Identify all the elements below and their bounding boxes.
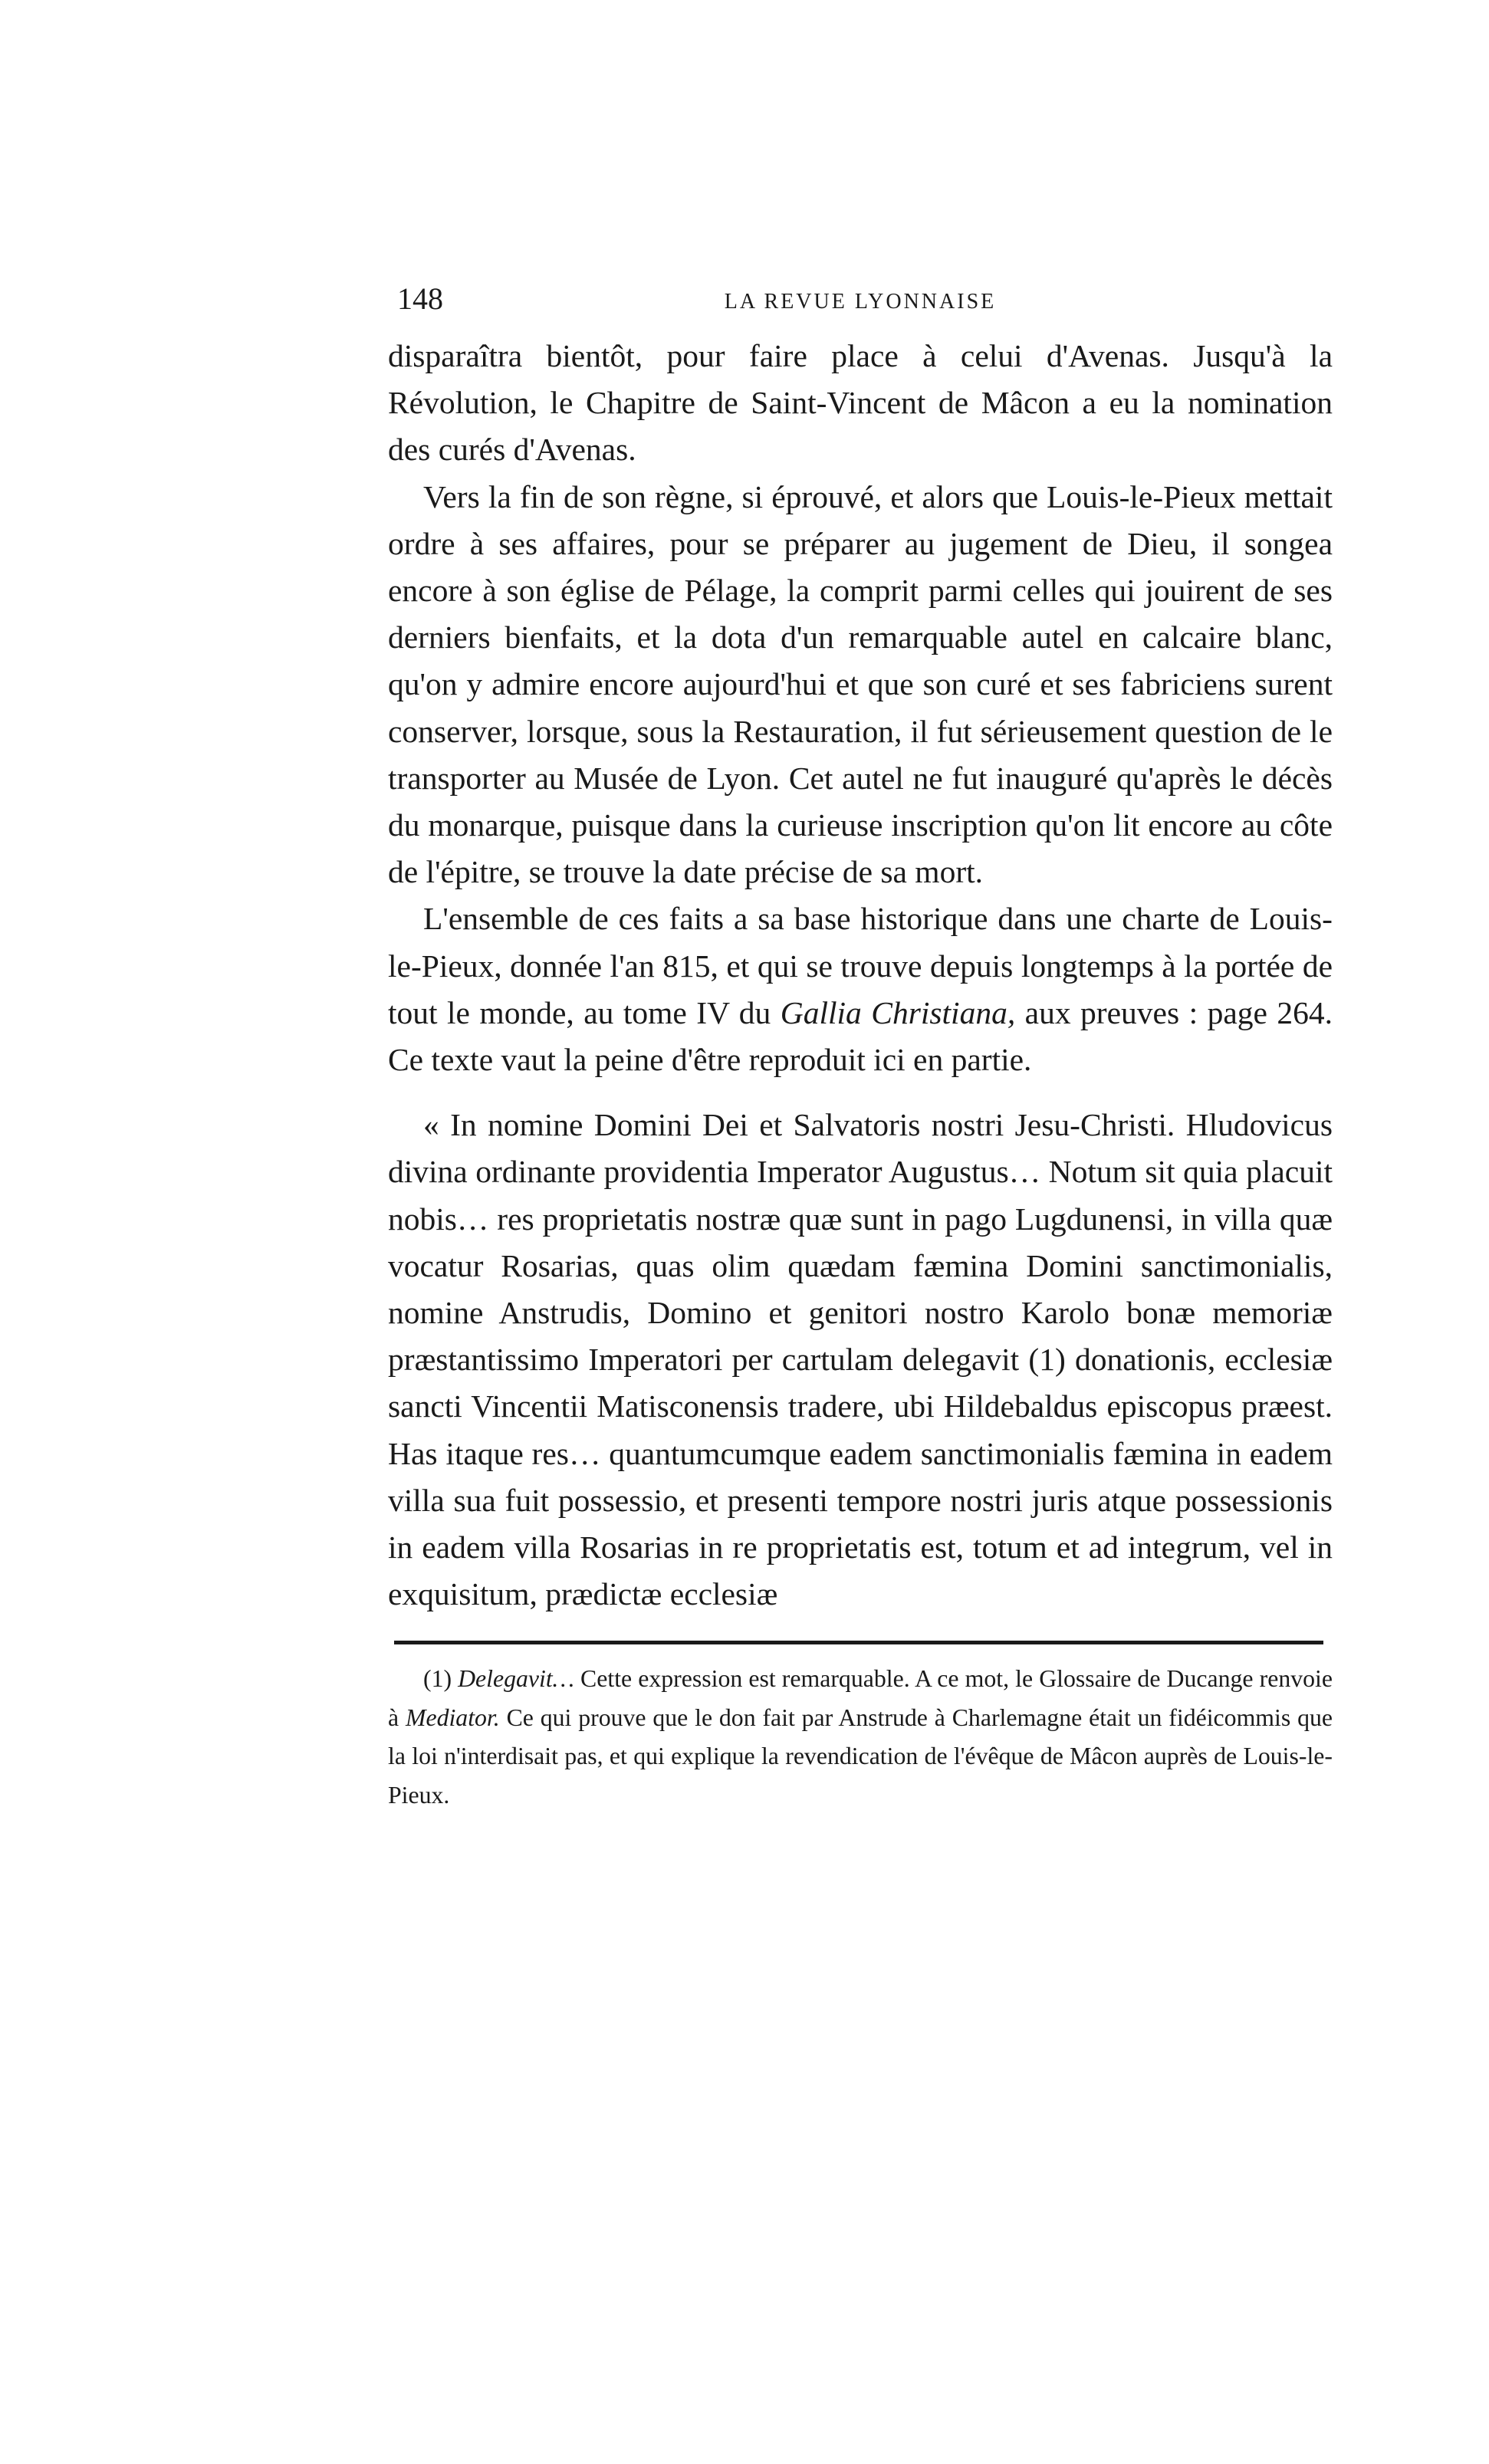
body-text bbox=[388, 333, 1333, 1618]
page-number: 148 bbox=[397, 281, 443, 316]
latin-charter-quote bbox=[388, 1102, 1333, 1618]
journal-title: LA REVUE LYONNAISE bbox=[724, 290, 997, 314]
footnote-marker: (1) bbox=[423, 1665, 452, 1693]
paragraph-3 bbox=[388, 895, 1333, 1083]
paragraph-1: disparaîtra bientôt, pour faire place à celui d'Avenas. Jusqu'à la Révolution, le Chapitre de Saint-Vincent de Mâcon a eu la nomination des curés d'Avenas. bbox=[388, 338, 1333, 468]
footnote-text-2: Ce qui prouve que le don fait par Anstrude à Charlemagne était un fidéicommis que la loi n'interdisait pas, et qui explique la revendication de l'évêque de Mâcon auprès de Louis-le-Pieux. bbox=[388, 1703, 1333, 1809]
footnote-divider bbox=[394, 1641, 1323, 1644]
book-page bbox=[388, 281, 1333, 1815]
paragraph-2: Vers la fin de son règne, si éprouvé, et alors que Louis-le-Pieux mettait ordre à ses affaires, pour se préparer au jugement de Dieu, il songea encore à son église de Pélage, la comprit parmi celles qui jouirent de ses derniers bienfaits, et la dota d'un remarquable autel en calcaire blanc, qu'on y admire encore aujourd'hui et que son curé et ses fabriciens surent conserver, lorsque, sous la Restauration, il fut sérieusement question de le transporter au Musée de Lyon. Cet autel ne fut inauguré qu'après le décès du monarque, puisque dans la curieuse inscription qu'on lit encore au côte de l'épitre, se trouve la date précise de sa mort. bbox=[388, 478, 1333, 890]
footnote-term-mediator: Mediator. bbox=[405, 1703, 500, 1731]
footnote-term: Delegavit… bbox=[458, 1665, 574, 1693]
quote-text-after: donationis, ecclesiæ sancti Vincentii Matisconensis tradere, ubi Hildebaldus episcopus præest. Has itaque res… quantumcumque eadem sanctimonialis fæmina in eadem villa sua fuit possessio, et presenti tempore nostri juris atque possessionis in eadem villa Rosarias in re proprietatis est, totum et ad integrum, vel in exquisitum, prædictæ ecclesiæ bbox=[388, 1342, 1333, 1612]
footnote-1 bbox=[388, 1660, 1333, 1815]
gallia-christiana-title: Gallia Christiana, bbox=[780, 994, 1016, 1030]
paragraph-3-text-before: L'ensemble de ces faits a sa base historique dans une charte de Louis-le-Pieux, donnée l'an 815, et qui se trouve depuis longtemps à la portée de tout le monde, au tome IV du bbox=[388, 901, 1333, 1030]
running-head bbox=[388, 281, 1333, 333]
footnotes bbox=[388, 1660, 1333, 1815]
paragraph-3-text-after: aux preuves : page 264. Ce texte vaut la peine d'être reproduit ici en partie. bbox=[388, 994, 1333, 1078]
footnote-text-1: Cette expression est remarquable. A ce mot, le Glossaire de Ducange renvoie à bbox=[388, 1665, 1333, 1731]
quote-text-before: « In nomine Domini Dei et Salvatoris nostri Jesu-Christi. Hludovicus divina ordinante providentia Imperator Augustus… Notum sit quia placuit nobis… res proprietatis nostræ quæ sunt in pago Lugdunensi, in villa quæ vocatur Rosarias, quas olim quædam fæmina Domini sanctimonialis, nomine Anstrudis, Domino et genitori nostro Karolo bonæ memoriæ præstantissimo Imperatori per cartulam delegavit bbox=[388, 1107, 1333, 1378]
footnote-reference: (1) bbox=[1028, 1342, 1066, 1378]
